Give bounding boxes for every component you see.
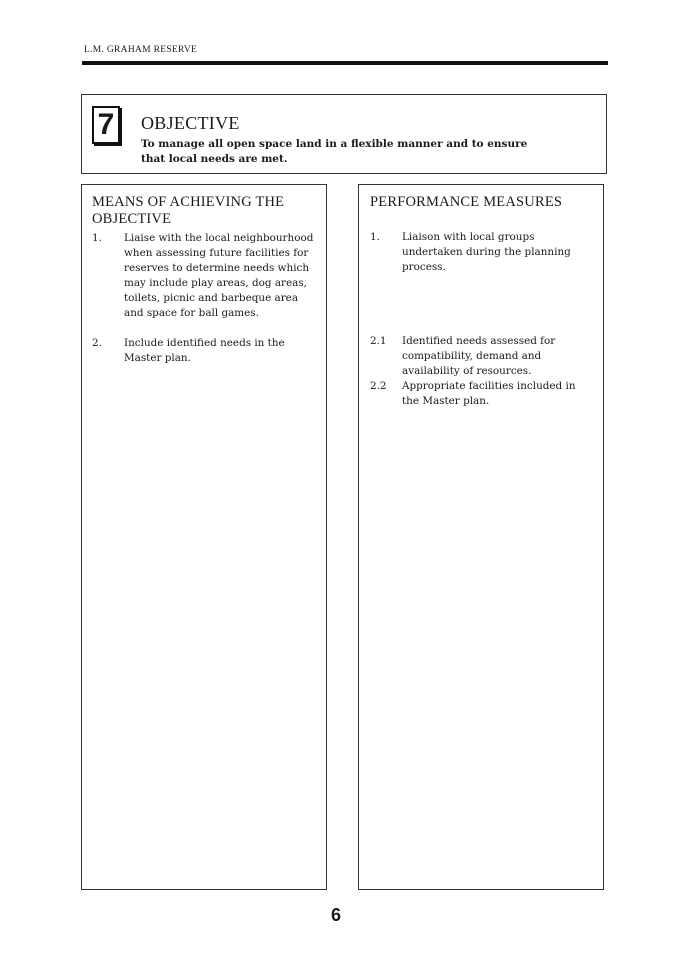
measures-heading: PERFORMANCE MEASURES [370, 194, 563, 210]
objective-title: OBJECTIVE [141, 113, 240, 133]
measures-item-text: Appropriate facilities included in the Master plan. [402, 380, 576, 407]
measures-item-text: Liaison with local groups undertaken during the planning process. [402, 231, 571, 273]
page-number: 6 [331, 905, 342, 925]
measures-item [370, 379, 598, 409]
means-item-number: 2. [92, 337, 102, 349]
objective-number: 7 [92, 106, 120, 144]
means-heading-line1: MEANS OF ACHIEVING THE [92, 194, 285, 210]
means-item-number: 1. [92, 232, 102, 244]
measures-item-number: 1. [370, 231, 380, 243]
header-rule [82, 61, 608, 65]
means-heading [92, 194, 284, 228]
means-item-text: Liaise with the local neighbourhood when assessing future facilities for reserves to determine needs which may include play areas, dog areas, toilets, picnic and barbeque area and space for ball games. [124, 232, 314, 319]
running-header: L.M. GRAHAM RESERVE [84, 45, 198, 55]
means-item [92, 231, 320, 321]
means-item [92, 336, 320, 366]
measures-item-number: 2.1 [370, 335, 387, 347]
measures-item [370, 334, 600, 379]
measures-item [370, 230, 598, 273]
measures-column [358, 184, 604, 890]
means-item-text: Include identified needs in the Master plan. [124, 337, 285, 364]
objective-statement: To manage all open space land in a flexible manner and to ensure that local needs are met. [141, 138, 528, 165]
measures-item-text: Identified needs assessed for compatibility, demand and availability of resources. [402, 335, 556, 377]
means-heading-line2: OBJECTIVE [92, 211, 172, 227]
measures-item-number: 2.2 [370, 380, 387, 392]
